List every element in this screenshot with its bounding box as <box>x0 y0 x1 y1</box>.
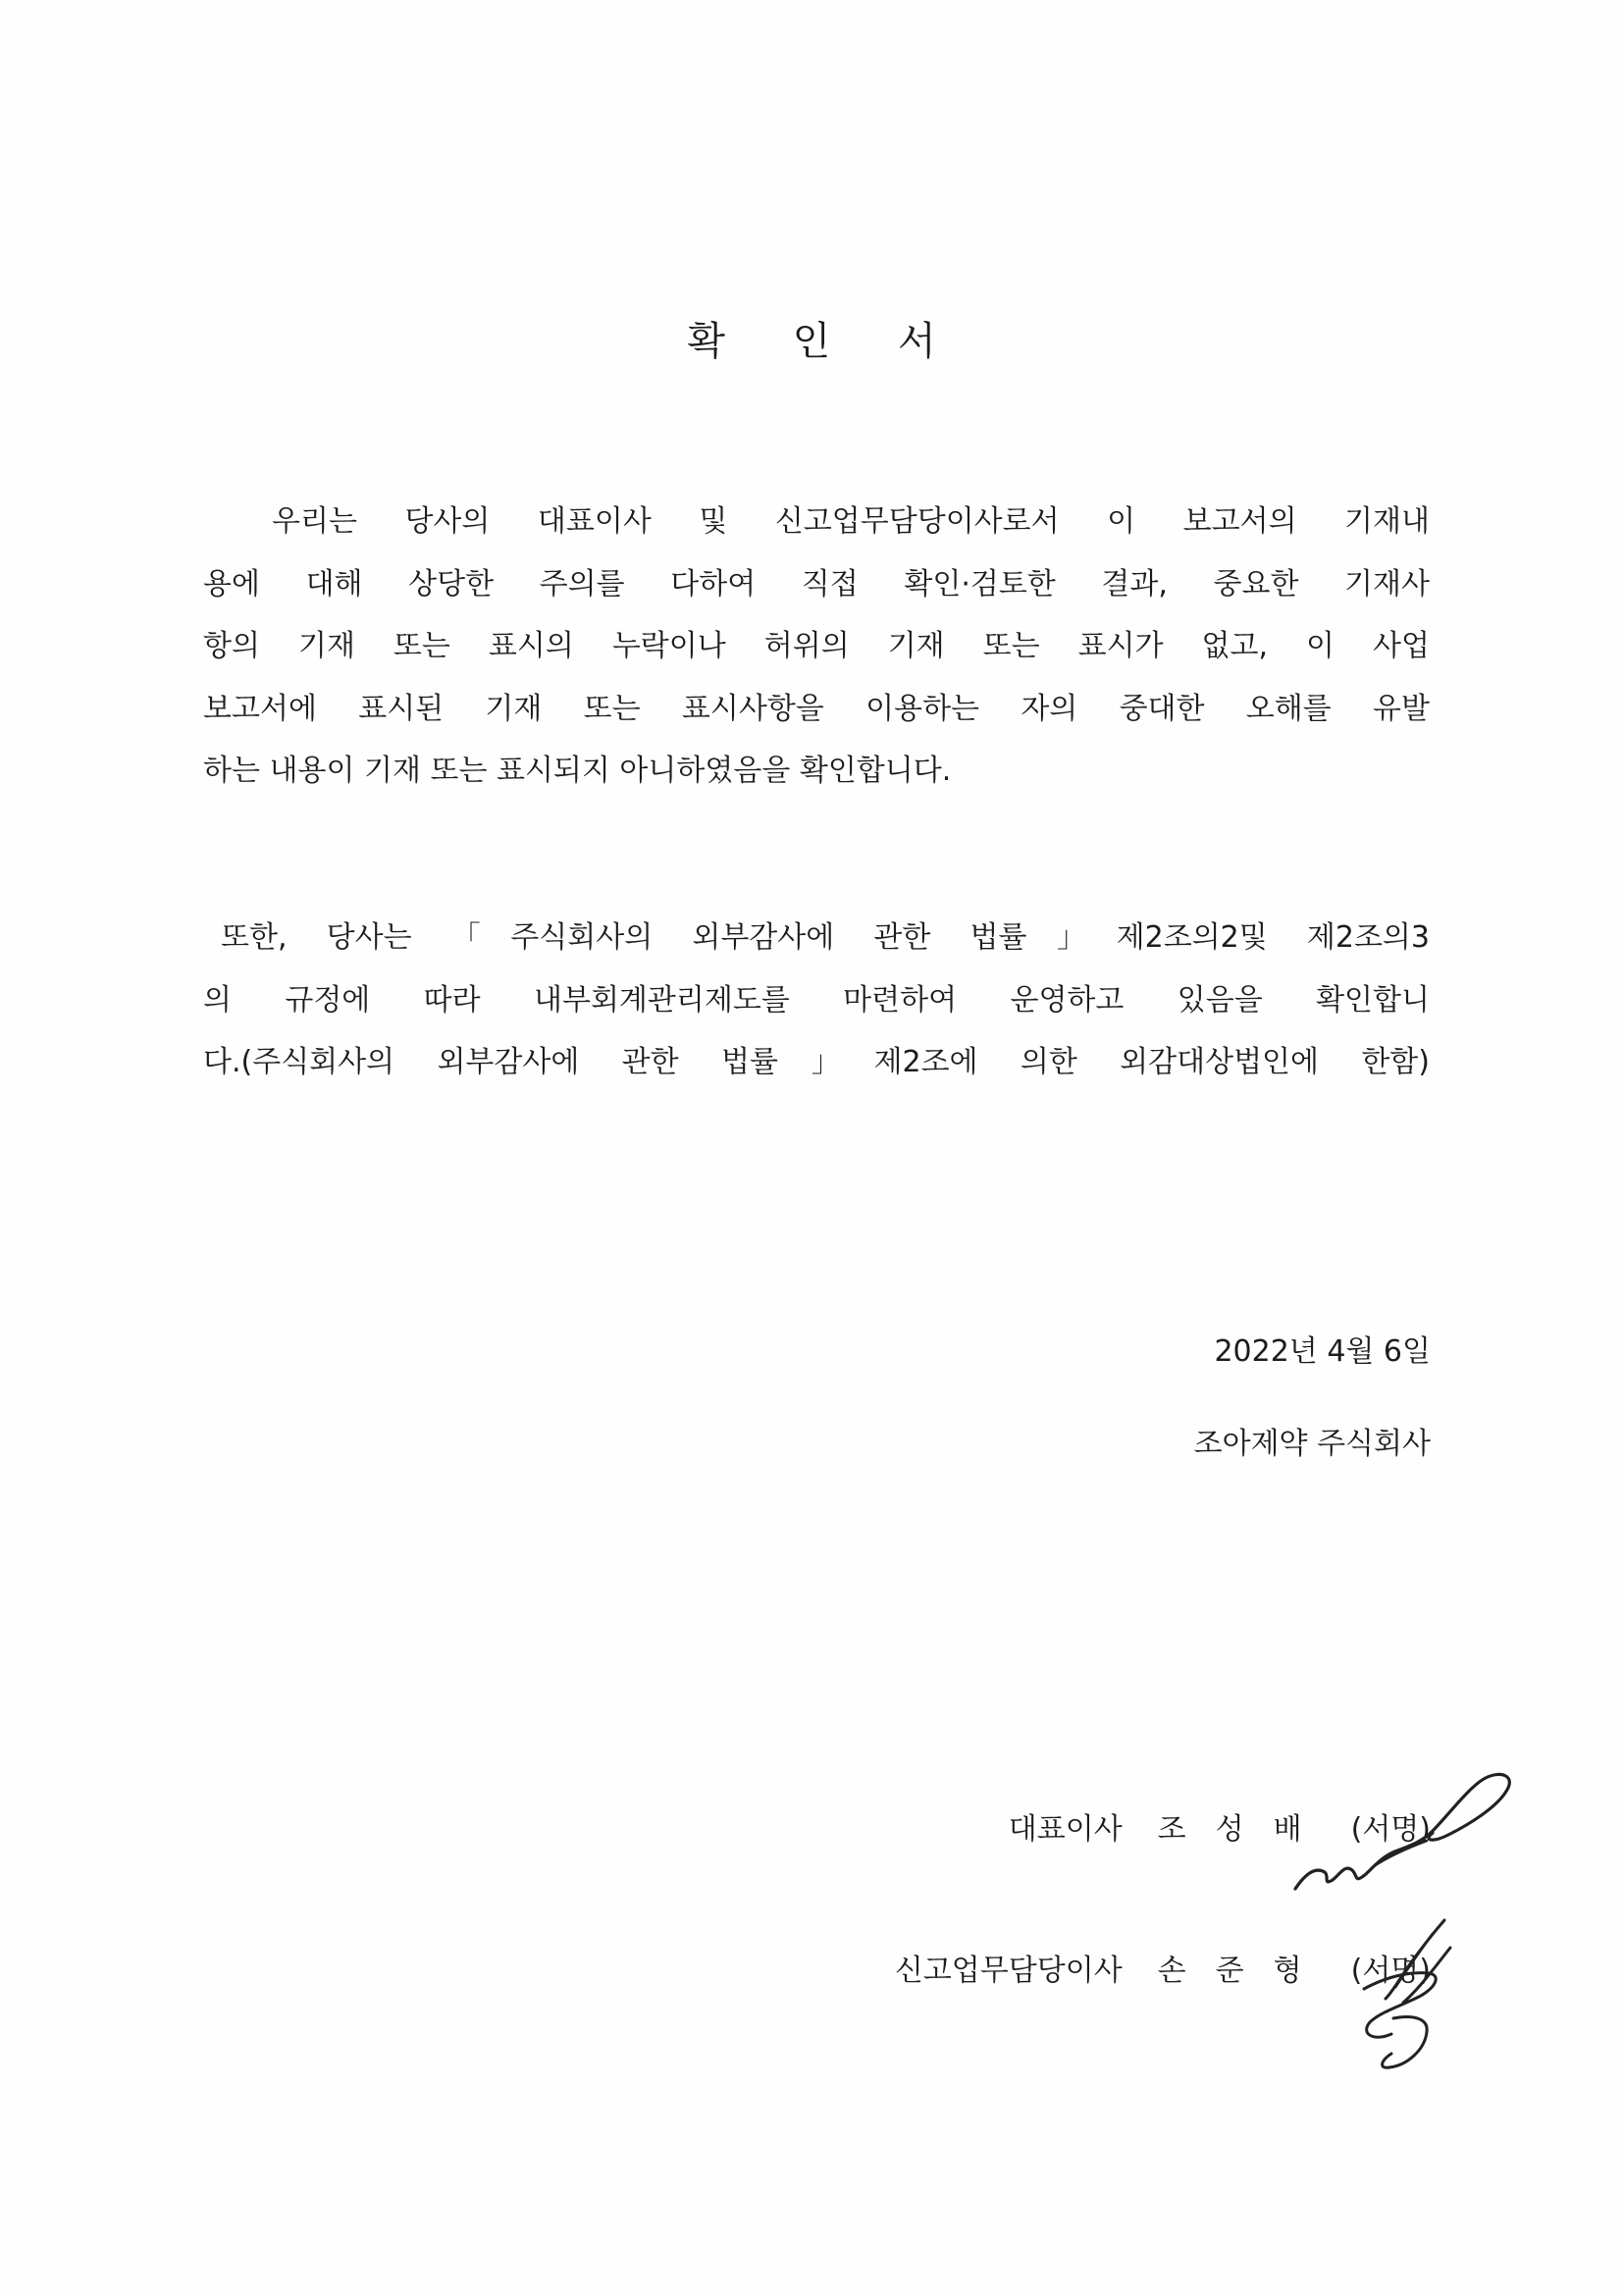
paragraph-line: 또한, 당사는 「주식회사의 외부감사에 관한 법률」제2조의2및 제2조의3 <box>221 920 1430 955</box>
ceo-signature-line <box>1009 1808 1431 1852</box>
signature-mark: (서명) <box>1350 1812 1431 1847</box>
internal-control-paragraph <box>203 907 1430 1094</box>
signatory-name: 손준형 <box>1157 1954 1332 1988</box>
signatory-name: 조성배 <box>1157 1812 1332 1847</box>
document-title: 확 인 서 <box>687 319 964 364</box>
signatory-role: 신고업무담당이사 <box>894 1954 1123 1988</box>
confirmation-paragraph <box>203 491 1430 803</box>
paragraph-line: 다.(주식회사의 외부감사에 관한 법률」제2조에 의한 외감대상법인에 한함) <box>203 1045 1430 1079</box>
paragraph-line: 보고서에 표시된 기재 또는 표시사항을 이용하는 자의 중대한 오해를 유발 <box>203 691 1430 726</box>
signature-mark: (서명) <box>1350 1954 1431 1988</box>
paragraph-line: 우리는 당사의 대표이사 및 신고업무담당이사로서 이 보고서의 기재내 <box>272 504 1431 539</box>
paragraph-line: 하는 내용이 기재 또는 표시되지 아니하였음을 확인합니다. <box>203 754 952 788</box>
paragraph-line: 항의 기재 또는 표시의 누락이나 허위의 기재 또는 표시가 없고, 이 사업 <box>203 629 1430 663</box>
company-name: 조아제약 주식회사 <box>1193 1427 1431 1461</box>
reporting-officer-signature-line <box>895 1950 1431 1993</box>
signatory-role: 대표이사 <box>1008 1812 1123 1847</box>
paragraph-line: 의 규정에 따라 내부회계관리제도를 마련하여 운영하고 있음을 확인합니 <box>203 982 1430 1018</box>
document-date: 2022년 4월 6일 <box>1214 1334 1431 1369</box>
paragraph-line: 용에 대해 상당한 주의를 다하여 직접 확인·검토한 결과, 중요한 기재사 <box>203 566 1430 601</box>
